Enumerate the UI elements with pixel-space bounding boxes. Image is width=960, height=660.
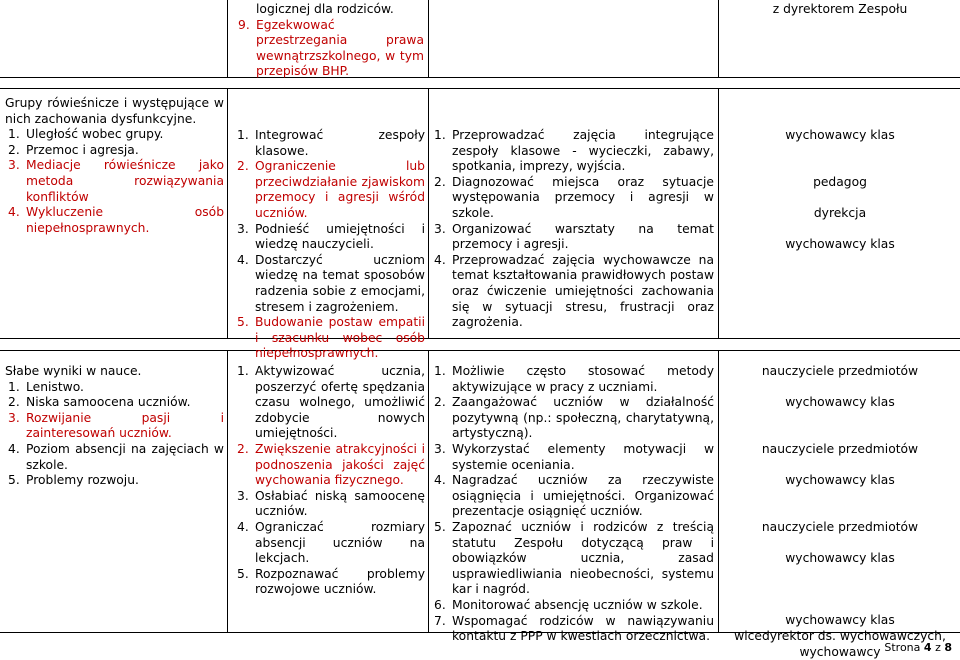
table-border-groups-bottom [0,338,960,339]
list-item [434,520,714,598]
responsible-item: pedagog [813,175,867,189]
list-item [434,253,714,331]
list-item [237,364,425,442]
list-item-number: 7. [434,613,446,628]
list-item [237,520,425,567]
page-current: 4 [923,641,932,654]
list-item-number: 4. [434,473,446,488]
list-item-number: 5. [8,473,20,488]
list-item-number: 1. [434,364,446,378]
list-item [8,380,224,396]
list-item-number: 2. [434,395,446,410]
list-item-number: 1. [434,128,446,142]
list-item-text: Wykluczenie osób niepełnosprawnych. [26,205,224,235]
problem-intro: Słabe wyniki w nauce. [5,364,142,378]
list-item-text: Egzekwować przestrzegania prawa wewnątrzszkolnego, w tym przepisów BHP. [256,17,424,79]
list-item-text: Ograniczać rozmiary absencji uczniów na lekcjach. [255,519,425,566]
results-problems-cell [5,364,224,489]
list-item [8,205,224,236]
results-responsible-cell [722,364,958,660]
list-item [237,567,425,598]
list-item-number: 9. [238,17,250,32]
list-item-text: Problemy rozwoju. [26,473,139,488]
list-item [8,158,224,205]
list-item-text: Niska samoocena uczniów. [26,395,191,410]
responsible-item: wychowawcy klas [785,613,895,627]
table-col-divider-3 [718,350,719,632]
list-item-text: Przeprowadzać zajęcia wychowawcze na temat kształtowania prawidłowych postaw oraz ćwiczenie umiejętności zachowania się w sytuacji stresu, frustracji oraz zagrożenia. [452,252,714,330]
list-item-number: 5. [237,566,249,581]
list-item-text: Monitorować absencję uczniów w szkole. [452,597,703,612]
list-item [8,442,224,473]
list-item-text: Rozwijanie pasji i zainteresowań uczniów. [26,410,224,441]
table-col-divider-2 [428,0,429,77]
table-col-divider-2 [428,88,429,338]
list-item [8,143,224,159]
list-item [237,442,425,489]
list-item [434,222,714,253]
page-number [884,640,952,656]
list-item-text: Ograniczenie lub przeciwdziałanie zjawiskom przemocy i agresji wśród uczniów. [255,159,425,220]
list-item [434,614,714,645]
list-item-number: 3. [434,221,446,236]
page-prefix: Strona [884,641,921,654]
table-col-divider-3 [718,88,719,338]
list-item-text: Integrować zespoły klasowe. [255,128,425,158]
responsible-text: z dyrektorem Zespołu [772,2,908,16]
list-item-text: Uległość wobec grupy. [26,127,164,142]
list-item-number: 2. [434,174,446,189]
list-item [434,128,714,175]
table-col-divider-1 [227,350,228,632]
list-item-number: 2. [8,395,20,410]
list-item-text: Wspomagać rodziców w nawiązywaniu kontaktu z PPP w kwestiach orzecznictwa. [452,613,714,644]
responsible-item: wychowawcy klas [785,473,895,487]
results-goals-cell [237,364,425,598]
responsible-item: dyrekcja [813,206,867,220]
list-item [434,395,714,442]
list-item [8,395,224,411]
list-item-number: 3. [8,158,20,173]
responsible-item: wychowawcy klas [785,128,895,142]
groups-tasks-cell [434,128,714,331]
page-of: z [935,641,941,654]
list-item-number: 3. [237,221,249,236]
list-item [434,442,714,473]
list-item [8,411,224,442]
table-border-results-top [0,350,960,351]
list-item-number: 1. [237,364,249,378]
table-border-groups-top [0,88,960,89]
list-item-number: 1. [237,128,249,142]
goals-continuation-text: logicznej dla rodziców. [256,2,394,16]
table-col-divider-1 [227,88,228,338]
list-item-number: 4. [434,252,446,267]
list-item [238,18,424,80]
list-item [237,159,425,221]
list-item-number: 4. [8,441,20,456]
top-row-goals-cell [238,2,424,80]
page-total: 8 [944,641,952,654]
list-item-number: 5. [434,519,446,534]
responsible-item: nauczyciele przedmiotów [761,442,919,456]
responsible-item: nauczyciele przedmiotów [761,364,919,378]
list-item-text: Organizować warsztaty na temat przemocy i agresji. [452,221,714,252]
table-col-divider-1 [227,0,228,77]
list-item-text: Zaangażować uczniów w działalność pozytywną (np.: społeczną, charytatywną, artystyczną). [452,395,714,441]
list-item-number: 5. [237,315,249,330]
list-item-number: 3. [434,441,446,456]
list-item-number: 4. [237,252,249,267]
list-item-text: Możliwie często stosować metody aktywizujące w pracy z uczniami. [452,364,714,394]
list-item [237,128,425,159]
list-item [8,473,224,489]
list-item-number: 4. [237,519,249,534]
groups-responsible-cell [722,128,958,253]
list-item-number: 1. [8,379,20,394]
list-item-number: 4. [8,205,20,220]
list-item-text: Dostarczyć uczniom wiedzę na temat sposobów radzenia sobie z emocjami, stresem i zagrożeniem. [255,252,425,314]
list-item-text: Przemoc i agresja. [26,142,139,157]
list-item [237,489,425,520]
list-item-text: Rozpoznawać problemy rozwojowe uczniów. [255,566,425,597]
list-item-text: Osłabiać niską samoocenę uczniów. [255,488,425,519]
list-item-text: Budowanie postaw empatii i szacunku wobec osób niepełnosprawnych. [255,315,425,361]
list-item-number: 3. [237,488,249,503]
list-item [8,127,224,143]
problem-intro: Grupy rówieśnicze i występujące w nich zachowania dysfunkcyjne. [5,96,224,126]
list-item-number: 2. [8,142,20,157]
list-item-text: Aktywizować ucznia, poszerzyć ofertę spędzania czasu wolnego, umożliwić zdobycie nowych umiejętności. [255,364,425,441]
list-item-text: Zwiększenie atrakcyjności i podnoszenia jakości zajęć wychowania fizycznego. [255,441,425,488]
list-item [237,222,425,253]
results-tasks-cell [434,364,714,645]
list-item-text: Lenistwo. [26,379,84,394]
list-item-number: 3. [8,410,20,425]
list-item-text: Diagnozować miejsca oraz sytuacje występowania przemocy i agresji w szkole. [452,174,714,220]
list-item-number: 1. [8,127,20,142]
list-item-text: Zapoznać uczniów i rodziców z treścią statutu Zespołu dotyczącą praw i obowiązków ucznia, zasad usprawiedliwiania nieobecności, systemu kar i nagród. [452,519,714,597]
list-item-text: Poziom absencji na zajęciach w szkole. [26,441,224,472]
responsible-item: wychowawcy klas [785,237,895,251]
top-row-responsible-cell [722,2,958,18]
responsible-item: wicedyrektor ds. wychowawczych, wychowawcy [734,629,946,659]
list-item-number: 2. [237,159,249,174]
list-item-text: Przeprowadzać zajęcia integrujące zespoły klasowe - wycieczki, zabawy, spotkania, imprezy, wyjścia. [452,128,714,174]
list-item [434,175,714,222]
list-item [434,473,714,520]
responsible-item: wychowawcy klas [785,395,895,409]
responsible-item: nauczyciele przedmiotów [761,520,919,534]
list-item [237,315,425,362]
responsible-item: wychowawcy klas [785,551,895,565]
list-item-number: 6. [434,597,446,612]
table-border-top-row-bottom [0,77,960,78]
list-item-text: Wykorzystać elementy motywacji w systemie oceniania. [452,441,714,472]
table-col-divider-3 [718,0,719,77]
list-item-text: Mediacje rówieśnicze jako metoda rozwiązywania konfliktów [26,158,224,204]
groups-problems-cell [5,96,224,236]
list-item-text: Podnieść umiejętności i wiedzę nauczycieli. [255,221,425,252]
table-col-divider-2 [428,350,429,632]
groups-goals-cell [237,128,425,362]
list-item-text: Nagradzać uczniów za rzeczywiste osiągnięcia i umiejętności. Organizować prezentacje osiągnięć uczniów. [452,473,714,519]
list-item-number: 2. [237,441,249,456]
list-item [434,364,714,395]
list-item [237,253,425,315]
list-item [434,598,714,614]
